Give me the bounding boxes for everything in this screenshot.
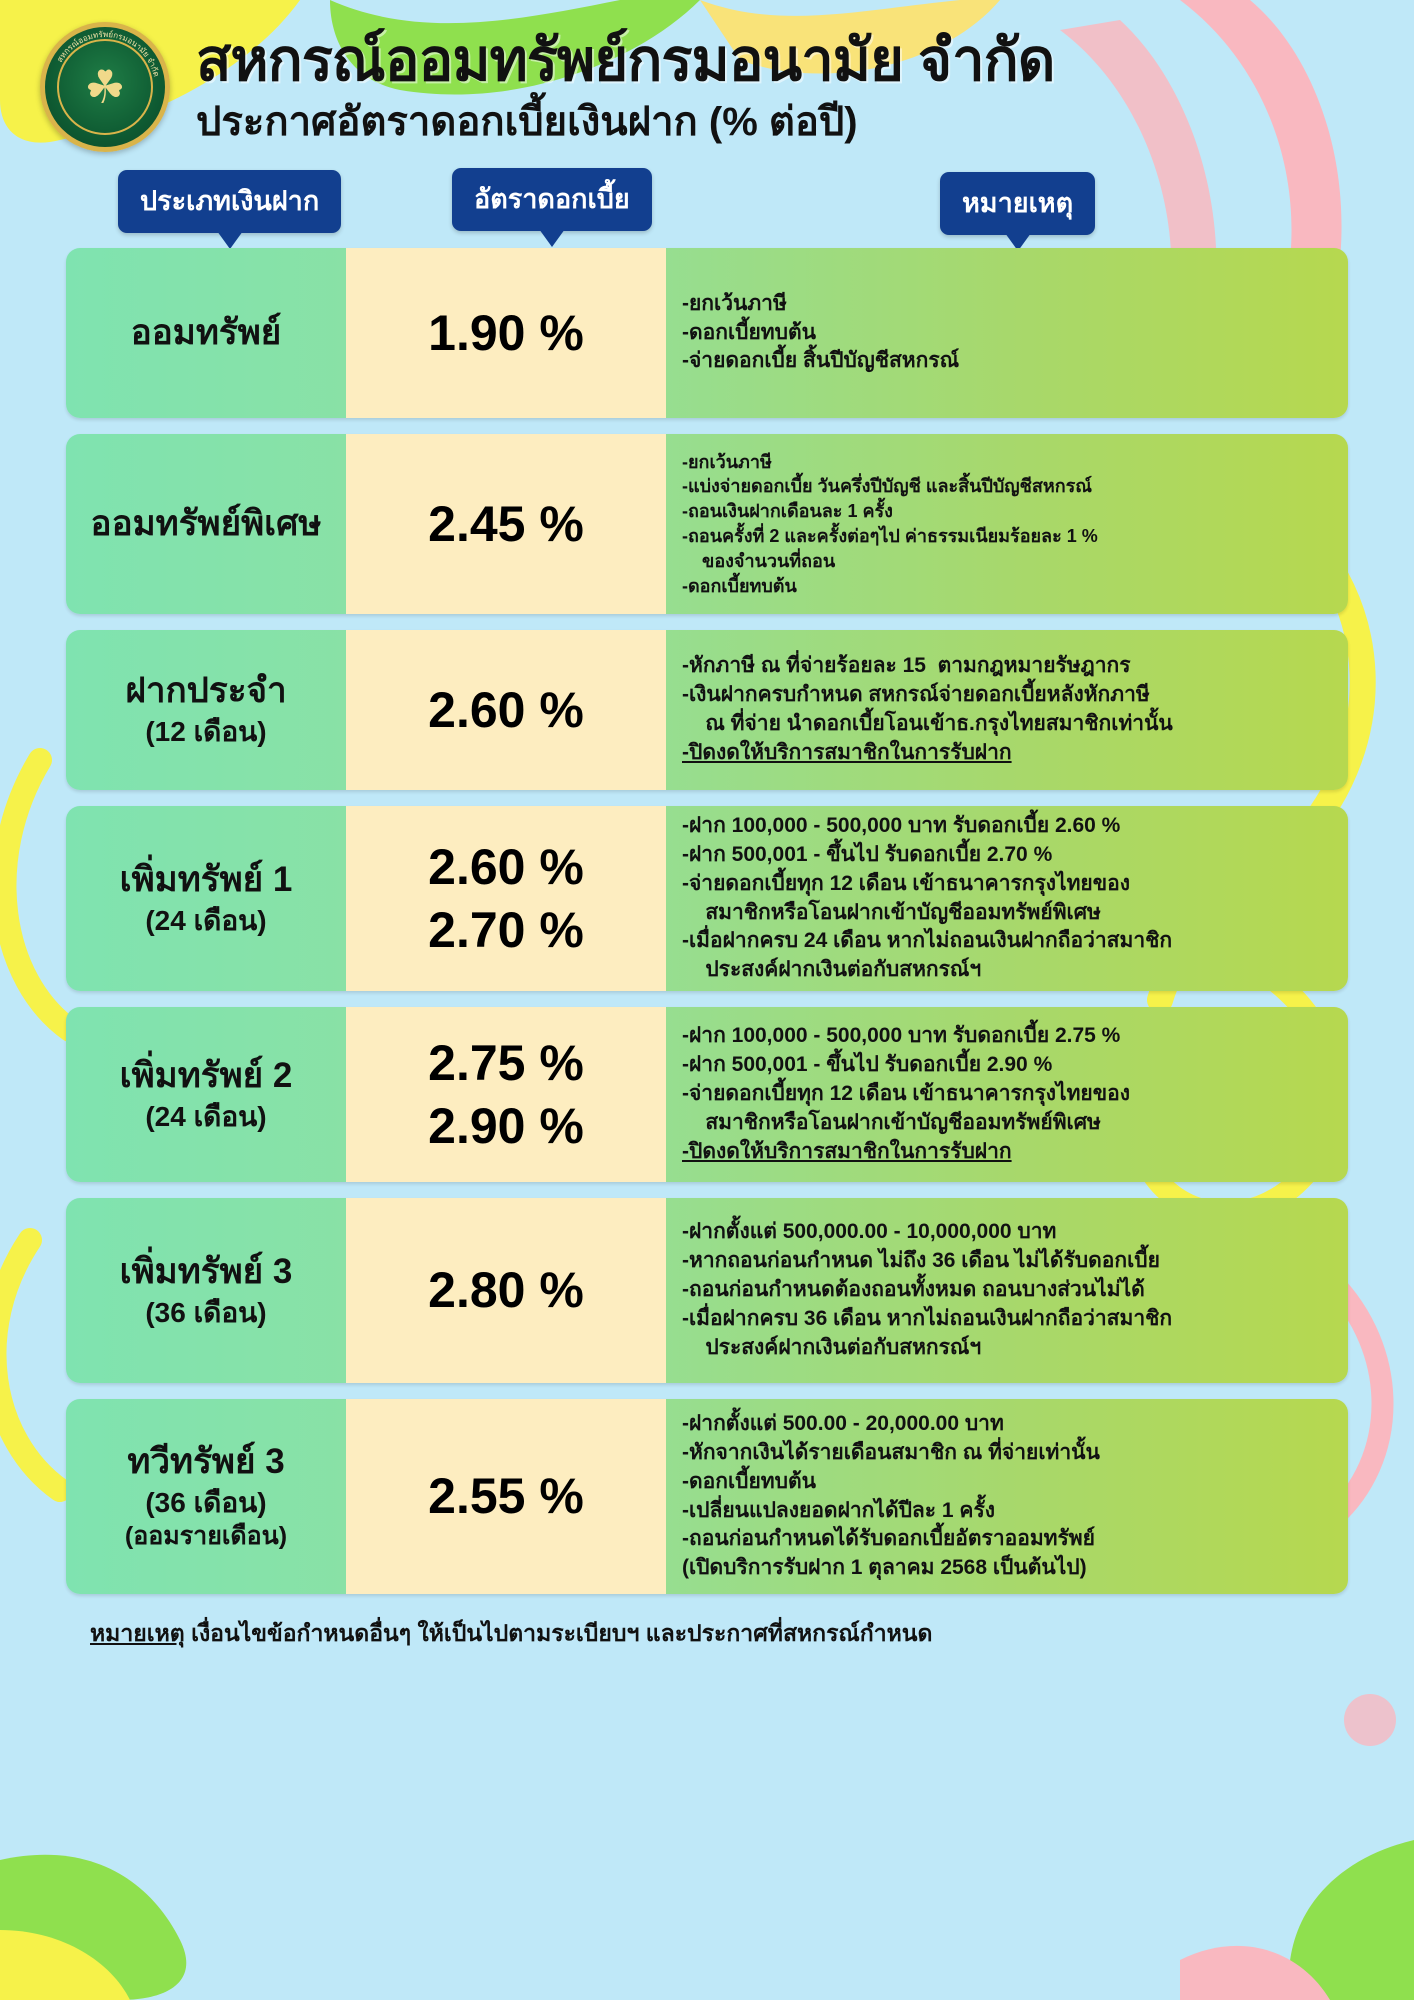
remark-line: ณ ที่จ่าย นำดอกเบี้ยโอนเข้าธ.กรุงไทยสมาชิกเท่านั้น <box>682 712 1173 735</box>
remark-line: -จ่ายดอกเบี้ย สิ้นปีบัญชีสหกรณ์ <box>682 349 960 373</box>
deposit-type-name: เพิ่มทรัพย์ 1 <box>119 859 293 899</box>
page-subtitle: ประกาศอัตราดอกเบี้ยเงินฝาก (% ต่อปี) <box>196 99 858 144</box>
interest-rate-cell <box>346 1399 666 1594</box>
remark-cell <box>666 248 1348 418</box>
remark-line: -ถอนเงินฝากเดือนละ 1 ครั้ง <box>682 501 893 522</box>
remark-line: -หักภาษี ณ ที่จ่ายร้อยละ 15 ตามกฎหมายรัษฎากร <box>682 654 1131 678</box>
remark-line: -ฝาก 100,000 - 500,000 บาท รับดอกเบี้ย 2.60 % <box>682 813 1121 837</box>
page-title: สหกรณ์ออมทรัพย์กรมอนามัย จำกัด <box>196 28 1055 94</box>
logo-emblem-icon: ☘ <box>57 39 153 135</box>
interest-rate-cell <box>346 806 666 991</box>
deposit-type-term: (24 เดือน) <box>145 904 267 936</box>
remark-line: -ดอกเบี้ยทบต้น <box>682 575 797 596</box>
remark-line: -ฝาก 100,000 - 500,000 บาท รับดอกเบี้ย 2.75 % <box>682 1024 1121 1048</box>
remark-line: -ถอนก่อนกำหนดได้รับดอกเบี้ยอัตราออมทรัพย์ <box>682 1527 1095 1551</box>
remark-line: สมาชิกหรือโอนฝากเข้าบัญชีออมทรัพย์พิเศษ <box>682 1110 1101 1134</box>
remark-line: (เปิดบริการรับฝาก 1 ตุลาคม 2568 เป็นต้นไป) <box>682 1556 1087 1580</box>
interest-rate-cell <box>346 630 666 790</box>
interest-rate-value: 2.70 % <box>428 901 584 958</box>
deposit-type-cell <box>66 248 346 418</box>
deposit-type-term: (12 เดือน) <box>145 716 267 748</box>
deposit-type-note: (ออมรายเดือน) <box>124 1522 288 1551</box>
remark-line: -ดอกเบี้ยทบต้น <box>682 320 816 344</box>
deposit-type-cell <box>66 806 346 991</box>
remark-line: -ปิดงดให้บริการสมาชิกในการรับฝาก <box>682 740 1012 764</box>
deposit-type-name: เพิ่มทรัพย์ 2 <box>119 1055 293 1095</box>
interest-rate-cell <box>346 1198 666 1383</box>
deposit-type-cell <box>66 1007 346 1182</box>
remark-line: -หักจากเงินได้รายเดือนสมาชิก ณ ที่จ่ายเท่านั้น <box>682 1440 1100 1464</box>
table-row <box>66 1007 1348 1182</box>
deposit-type-cell <box>66 630 346 790</box>
table-row <box>66 1399 1348 1594</box>
remark-line: -เปลี่ยนแปลงยอดฝากได้ปีละ 1 ครั้ง <box>682 1498 995 1522</box>
column-headers <box>0 162 1414 248</box>
interest-rate-value: 2.80 % <box>428 1262 584 1319</box>
remark-line: ประสงค์ฝากเงินต่อกับสหกรณ์ฯ <box>682 1335 982 1359</box>
remark-line: -แบ่งจ่ายดอกเบี้ย วันครึ่งปีบัญชี และสิ้นปีบัญชีสหกรณ์ <box>682 476 1092 497</box>
interest-rate-value: 2.75 % <box>428 1035 584 1091</box>
interest-rate-value: 1.90 % <box>428 304 584 361</box>
remark-line: -ฝากตั้งแต่ 500,000.00 - 10,000,000 บาท <box>682 1220 1057 1244</box>
interest-rate-cell <box>346 1007 666 1182</box>
cooperative-logo <box>40 22 170 152</box>
column-header-note: หมายเหตุ <box>940 172 1095 235</box>
remark-line: -เมื่อฝากครบ 24 เดือน หากไม่ถอนเงินฝากถือว่าสมาชิก <box>682 929 1173 953</box>
footer-text: เงื่อนไขข้อกำหนดอื่นๆ ให้เป็นไปตามระเบียบฯ และประกาศที่สหกรณ์กำหนด <box>184 1620 933 1646</box>
remark-cell <box>666 1399 1348 1594</box>
deposit-type-name: เพิ่มทรัพย์ 3 <box>119 1251 293 1291</box>
deposit-type-name: ทวีทรัพย์ 3 <box>127 1441 285 1481</box>
deposit-type-cell <box>66 434 346 614</box>
remark-line: -เงินฝากครบกำหนด สหกรณ์จ่ายดอกเบี้ยหลังหักภาษี <box>682 683 1150 707</box>
remark-line: -ยกเว้นภาษี <box>682 291 787 315</box>
remark-line: -ดอกเบี้ยทบต้น <box>682 1469 816 1493</box>
deposit-rate-table <box>0 248 1414 1594</box>
interest-rate-cell <box>346 434 666 614</box>
table-row <box>66 630 1348 790</box>
page-header <box>0 0 1414 158</box>
remark-line: -ฝากตั้งแต่ 500.00 - 20,000.00 บาท <box>682 1411 1004 1435</box>
logo-ring-text <box>45 27 165 147</box>
remark-line: สมาชิกหรือโอนฝากเข้าบัญชีออมทรัพย์พิเศษ <box>682 900 1101 924</box>
remark-cell <box>666 806 1348 991</box>
remark-line: -ฝาก 500,001 - ขึ้นไป รับดอกเบี้ย 2.70 % <box>682 842 1053 866</box>
deposit-type-name: ออมทรัพย์ <box>130 312 282 352</box>
remark-line: -ฝาก 500,001 - ขึ้นไป รับดอกเบี้ย 2.90 % <box>682 1053 1053 1077</box>
column-header-rate: อัตราดอกเบี้ย <box>452 168 652 231</box>
table-row <box>66 1198 1348 1383</box>
remark-cell <box>666 1198 1348 1383</box>
remark-line: ของจำนวนที่ถอน <box>682 550 836 571</box>
remark-cell <box>666 1007 1348 1182</box>
deposit-type-name: ออมทรัพย์พิเศษ <box>90 503 322 543</box>
remark-line: -เมื่อฝากครบ 36 เดือน หากไม่ถอนเงินฝากถือว่าสมาชิก <box>682 1306 1173 1330</box>
deposit-type-term: (24 เดือน) <box>145 1100 267 1132</box>
remark-line: -จ่ายดอกเบี้ยทุก 12 เดือน เข้าธนาคารกรุงไทยของ <box>682 1082 1130 1106</box>
remark-cell <box>666 630 1348 790</box>
deposit-type-term: (36 เดือน) <box>145 1486 267 1518</box>
svg-text:สหกรณ์ออมทรัพย์กรมอนามัย จำกัด: สหกรณ์ออมทรัพย์กรมอนามัย จำกัด <box>55 29 161 78</box>
interest-rate-value: 2.55 % <box>428 1468 584 1525</box>
interest-rate-cell <box>346 248 666 418</box>
interest-rate-value: 2.90 % <box>428 1097 584 1154</box>
table-row <box>66 248 1348 418</box>
deposit-type-term: (36 เดือน) <box>145 1296 267 1328</box>
interest-rate-value: 2.60 % <box>428 839 584 895</box>
table-row <box>66 806 1348 991</box>
remark-line: -ปิดงดให้บริการสมาชิกในการรับฝาก <box>682 1139 1012 1163</box>
footer-note <box>0 1610 1414 1652</box>
interest-rate-value: 2.45 % <box>428 495 584 552</box>
remark-line: -ถอนครั้งที่ 2 และครั้งต่อๆไป ค่าธรรมเนียมร้อยละ 1 % <box>682 526 1098 546</box>
footer-label: หมายเหตุ <box>90 1620 185 1646</box>
remark-line: -ถอนก่อนกำหนดต้องถอนทั้งหมด ถอนบางส่วนไม่ได้ <box>682 1278 1145 1302</box>
remark-line: ประสงค์ฝากเงินต่อกับสหกรณ์ฯ <box>682 958 982 982</box>
remark-line: -ยกเว้นภาษี <box>682 451 772 472</box>
deposit-type-cell <box>66 1399 346 1594</box>
remark-line: -หากถอนก่อนกำหนด ไม่ถึง 36 เดือน ไม่ได้รับดอกเบี้ย <box>682 1249 1160 1273</box>
remark-line: -จ่ายดอกเบี้ยทุก 12 เดือน เข้าธนาคารกรุงไทยของ <box>682 871 1130 895</box>
deposit-type-name: ฝากประจำ <box>125 671 287 711</box>
interest-rate-value: 2.60 % <box>428 681 584 738</box>
column-header-type: ประเภทเงินฝาก <box>118 170 341 233</box>
table-row <box>66 434 1348 614</box>
remark-cell <box>666 434 1348 614</box>
deposit-type-cell <box>66 1198 346 1383</box>
